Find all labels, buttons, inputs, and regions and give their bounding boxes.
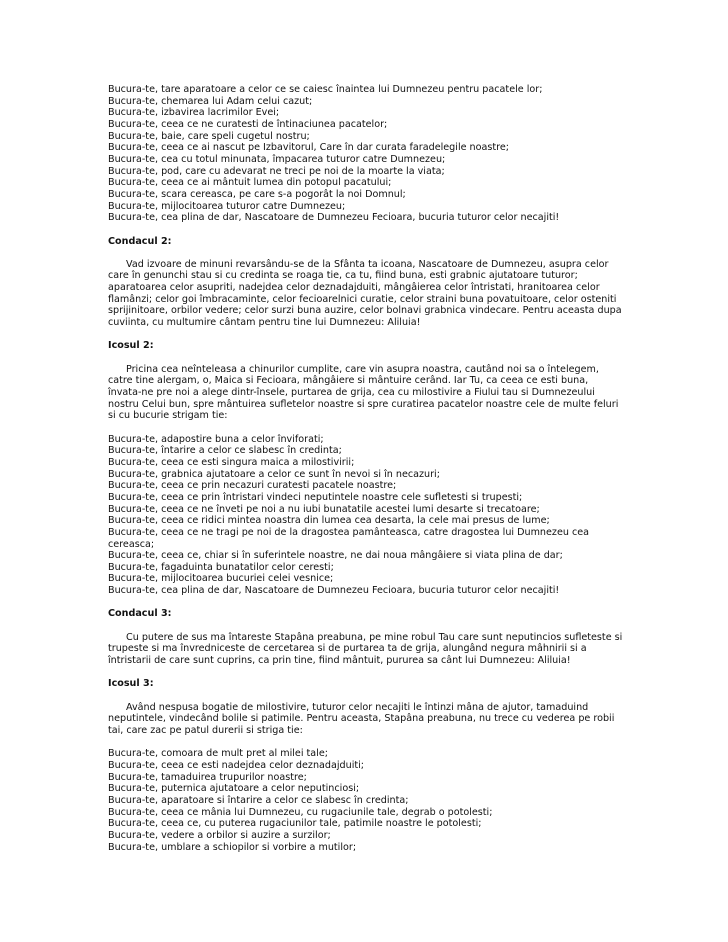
heading-gap <box>108 352 628 364</box>
heading-gap <box>108 690 628 702</box>
heading-gap <box>108 247 628 259</box>
invocation-line: Bucura-te, ceea ce prin necazuri curatesti pacatele noastre; <box>108 480 397 492</box>
heading-gap <box>108 620 628 632</box>
section-gap <box>108 597 628 609</box>
invocation-line: Bucura-te, mijlocitoarea bucuriei celei vesnice; <box>108 573 334 585</box>
section-heading-block <box>108 236 628 248</box>
invocation-line: Bucura-te, fagaduinta bunatatilor celor ceresti; <box>108 561 334 573</box>
invocation-line: Bucura-te, izbavirea lacrimilor Evei; <box>108 107 280 119</box>
prayer-paragraph <box>108 364 628 422</box>
section-gap <box>108 224 628 236</box>
paragraph-line: trupeste si ma învredniceste de cercetarea si de purtarea ta de grija, alungând negura mâhnirii si a <box>108 643 587 655</box>
paragraph-line-text: Pricina cea neînteleasa a chinurilor cumplite, care vin asupra noastra, cautând noi sa o întelegem, <box>126 363 599 375</box>
section-heading-block <box>108 340 628 352</box>
invocation-line: Bucura-te, mijlocitoarea tuturor catre Dumnezeu; <box>108 200 346 212</box>
prayer-paragraph <box>108 702 628 737</box>
invocation-line: Bucura-te, ceea ce ridici mintea noastra din lumea cea desarta, la cele mai presus de lume; <box>108 515 550 527</box>
invocation-line: Bucura-te, vedere a orbilor si auzire a surzilor; <box>108 829 331 841</box>
paragraph-line-text: Vad izvoare de minuni revarsându-se de la Sfânta ta icoana, Nascatoare de Dumnezeu, asupra celor <box>126 258 609 270</box>
invocation-line: cereasca; <box>108 538 155 550</box>
section-heading: Icosul 3: <box>108 678 154 690</box>
section-heading-block <box>108 678 628 690</box>
paragraph-line: flamânzi; celor goi îmbracaminte, celor fecioarelnici curatie, celor straini buna povatuitoare, celor osteniti <box>108 293 617 305</box>
section-heading: Condacul 3: <box>108 608 172 620</box>
section-gap <box>108 667 628 679</box>
invocation-line: Bucura-te, comoara de mult pret al milei tale; <box>108 748 328 760</box>
section-heading: Condacul 2: <box>108 235 172 247</box>
section-gap <box>108 737 628 749</box>
invocation-line: Bucura-te, ceea ce mânia lui Dumnezeu, cu rugaciunile tale, degrab o potolesti; <box>108 806 493 818</box>
invocation-line: Bucura-te, ceea ce ai nascut pe Izbavitorul, Care în dar curata faradelegile noastre; <box>108 142 510 154</box>
invocation-line: Bucura-te, scara cereasca, pe care s-a pogorât la noi Domnul; <box>108 188 406 200</box>
paragraph-line: învata-ne pre noi a alege dintr-însele, purtarea de grija, cea cu milostivire a Fiului tau si Dumnezeului <box>108 387 595 398</box>
invocation-line: Bucura-te, ceea ce esti nadejdea celor deznadajduiti; <box>108 759 365 771</box>
section-heading: Icosul 2: <box>108 340 154 352</box>
section-gap <box>108 422 628 434</box>
paragraph-line: cuviinta, cu multumire cântam pentru tine lui Dumnezeu: Aliluia! <box>108 317 421 329</box>
paragraph-line: tai, care zac pe patul durerii si striga tie: <box>108 724 303 736</box>
invocation-line: Bucura-te, întarire a celor ce slabesc în credinta; <box>108 445 342 457</box>
paragraph-line <box>108 702 628 714</box>
invocation-list <box>108 434 628 597</box>
section-heading-block <box>108 608 628 620</box>
paragraph-line: catre tine alergam, o, Maica si Fecioara, mângâiere si mântuire cerând. Iar Tu, ca ceea ce esti buna, <box>108 375 589 387</box>
invocation-line: Bucura-te, adapostire buna a celor înviforati; <box>108 433 324 445</box>
invocation-line: Bucura-te, grabnica ajutatoare a celor ce sunt în nevoi si în necazuri; <box>108 468 440 480</box>
invocation-line: Bucura-te, aparatoare si întarire a celor ce slabesc în credinta; <box>108 794 409 806</box>
paragraph-line: nostru Celui bun, spre mântuirea sufletelor noastre si spre curatirea pacatelor noastre cele de multe feluri <box>108 398 619 410</box>
paragraph-line <box>108 632 628 644</box>
invocation-line: Bucura-te, ceea ce esti singura maica a milostivirii; <box>108 456 355 468</box>
document-page <box>108 84 628 853</box>
paragraph-line: sprijinitoare, orbilor vedere; celor surzi buna auzire, celor bolnavi grabnica vindecare. Pentru aceasta dupa <box>108 305 622 317</box>
paragraph-line-text: Cu putere de sus ma întareste Stapâna preabuna, pe mine robul Tau care sunt neputincios sufleteste si <box>126 631 623 643</box>
paragraph-line <box>108 259 628 271</box>
paragraph-line <box>108 364 628 376</box>
invocation-line: Bucura-te, ceea ce, cu puterea rugaciunilor tale, patimile noastre le potolesti; <box>108 818 482 830</box>
invocation-list <box>108 748 628 853</box>
invocation-line: Bucura-te, ceea ce, chiar si în suferintele noastre, ne dai noua mângâiere si viata plina de dar; <box>108 550 563 562</box>
invocation-line: Bucura-te, cea plina de dar, Nascatoare de Dumnezeu Fecioara, bucuria tuturor celor necajiti! <box>108 212 560 224</box>
paragraph-line: care în genunchi stau si cu credinta se roaga tie, ca tu, fiind buna, esti grabnic ajutatoare tuturor; <box>108 270 578 282</box>
paragraph-line: întristarii de care sunt cuprins, ca prin tine, fiind mântuit, pururea sa cânt lui Dumnezeu: Aliluia! <box>108 655 571 667</box>
invocation-line: Bucura-te, baie, care speli cugetul nostru; <box>108 130 310 142</box>
invocation-line: Bucura-te, ceea ce ne înveti pe noi a nu iubi bunatatile acestei lumi desarte si trecatoare; <box>108 503 540 515</box>
invocation-list <box>108 84 628 224</box>
invocation-line: Bucura-te, ceea ce ne tragi pe noi de la dragostea pamânteasca, catre dragostea lui Dumnezeu cea <box>108 526 590 538</box>
invocation-line: Bucura-te, ceea ce ai mântuit lumea din potopul pacatului; <box>108 177 392 189</box>
invocation-line: Bucura-te, chemarea lui Adam celui cazut; <box>108 95 313 107</box>
paragraph-line: si cu bucurie strigam tie: <box>108 410 228 422</box>
invocation-line: Bucura-te, tare aparatoare a celor ce se caiesc înaintea lui Dumnezeu pentru pacatele lor; <box>108 84 543 95</box>
section-gap <box>108 329 628 341</box>
invocation-line: Bucura-te, cea cu totul minunata, împacarea tuturor catre Dumnezeu; <box>108 153 446 165</box>
prayer-paragraph <box>108 259 628 329</box>
invocation-line: Bucura-te, ceea ce prin întristari vindeci neputintele noastre cele sufletesti si trupesti; <box>108 491 523 503</box>
invocation-line: Bucura-te, umblare a schiopilor si vorbire a mutilor; <box>108 841 357 853</box>
prayer-paragraph <box>108 632 628 667</box>
paragraph-line-text: Având nespusa bogatie de milostivire, tuturor celor necajiti le întinzi mâna de ajutor, tamaduind <box>126 701 589 713</box>
paragraph-line: aparatoarea celor asupriti, nadejdea celor deznadajduiti, mângâierea celor întristati, hranitoarea celor <box>108 282 600 294</box>
invocation-line: Bucura-te, cea plina de dar, Nascatoare de Dumnezeu Fecioara, bucuria tuturor celor necajiti! <box>108 585 560 597</box>
invocation-line: Bucura-te, pod, care cu adevarat ne treci pe noi de la moarte la viata; <box>108 165 445 177</box>
invocation-line: Bucura-te, ceea ce ne curatesti de întinaciunea pacatelor; <box>108 118 388 130</box>
paragraph-line: neputintele, vindecând bolile si patimile. Pentru aceasta, Stapâna preabuna, nu trece cu vederea pe robii <box>108 713 615 725</box>
invocation-line: Bucura-te, tamaduirea trupurilor noastre; <box>108 771 307 783</box>
invocation-line: Bucura-te, puternica ajutatoare a celor neputinciosi; <box>108 783 360 795</box>
